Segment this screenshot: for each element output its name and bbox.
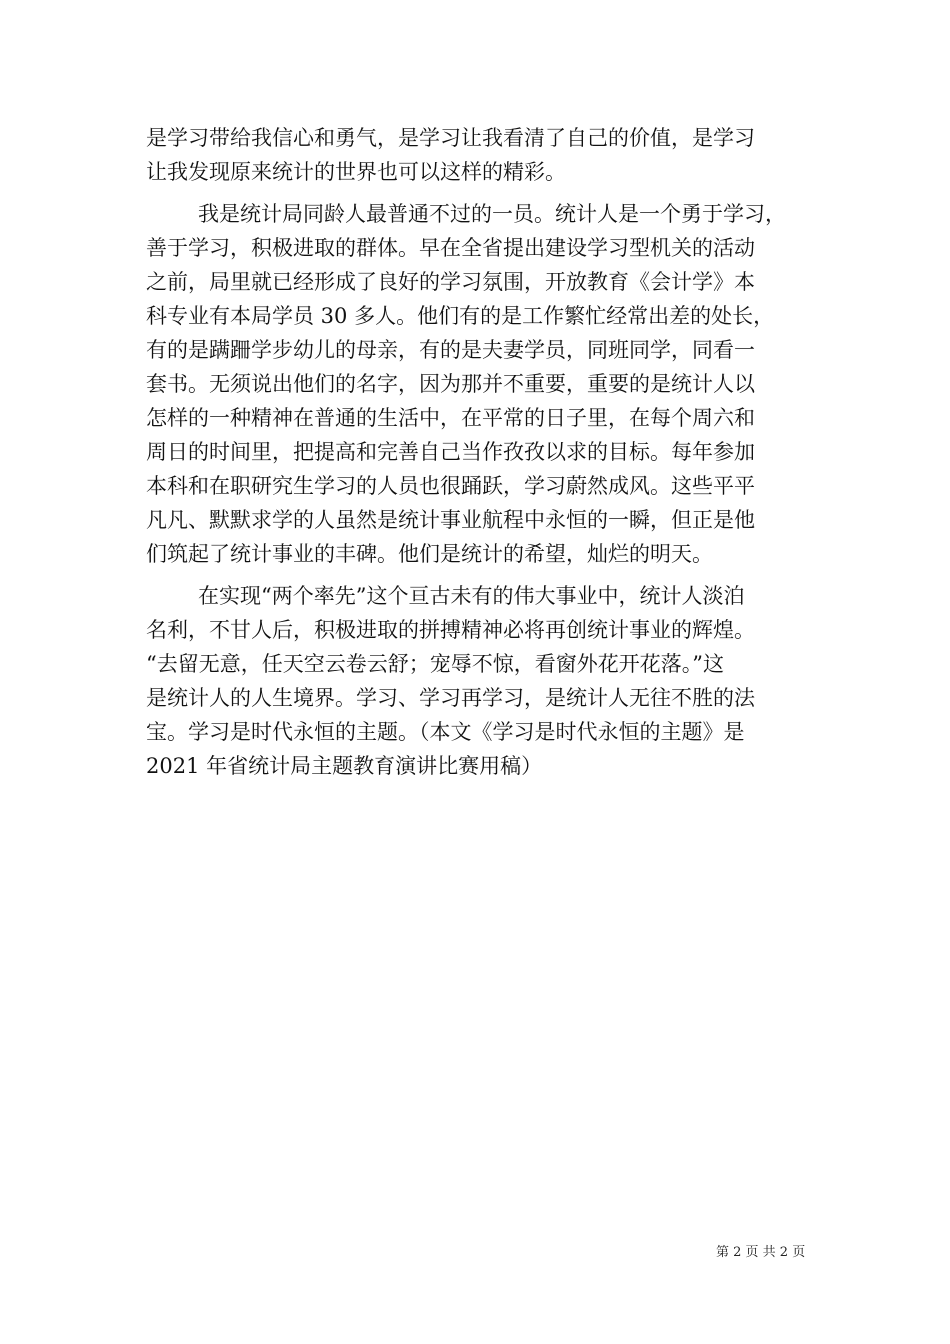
text-line: 怎样的一种精神在普通的生活中，在平常的日子里，在每个周六和 xyxy=(146,406,755,430)
text-line: 让我发现原来统计的世界也可以这样的精彩。 xyxy=(146,160,566,184)
text-line: 之前，局里就已经形成了良好的学习氛围，开放教育《会计学》本 xyxy=(146,270,755,294)
text-line: 善于学习，积极进取的群体。早在全省提出建设学习型机关的活动 xyxy=(146,236,755,260)
paragraph-gap xyxy=(146,189,806,197)
text-line: 本科和在职研究生学习的人员也很踊跃，学习蔚然成风。这些平平 xyxy=(146,474,755,498)
text-line: 2021 年省统计局主题教育演讲比赛用稿） xyxy=(146,754,543,778)
text-line: 套书。无须说出他们的名字，因为那并不重要，重要的是统计人以 xyxy=(146,372,755,396)
text-line: 科专业有本局学员 30 多人。他们有的是工作繁忙经常出差的处长， xyxy=(146,304,775,328)
text-line: 我是统计局同龄人最普通不过的一员。统计人是一个勇于学习， xyxy=(198,202,786,226)
text-line: 凡凡、默默求学的人虽然是统计事业航程中永恒的一瞬，但正是他 xyxy=(146,508,755,532)
text-line: “去留无意，任天空云卷云舒；宠辱不惊，看窗外花开花落。”这 xyxy=(146,652,724,676)
text-line: 是统计人的人生境界。学习、学习再学习，是统计人无往不胜的法 xyxy=(146,686,755,710)
paragraph-gap xyxy=(146,571,806,579)
text-line: 是学习带给我信心和勇气，是学习让我看清了自己的价值，是学习 xyxy=(146,126,755,150)
text-line: 们筑起了统计事业的丰碑。他们是统计的希望，灿烂的明天。 xyxy=(146,542,713,566)
text-line: 在实现“两个率先”这个亘古未有的伟大事业中，统计人淡泊 xyxy=(198,584,745,608)
paragraph-2 xyxy=(146,197,806,571)
paragraph-1 xyxy=(146,121,806,189)
text-line: 宝。学习是时代永恒的主题。（本文《学习是时代永恒的主题》是 xyxy=(146,720,745,744)
text-line: 周日的时间里，把提高和完善自己当作孜孜以求的目标。每年参加 xyxy=(146,440,755,464)
document-body xyxy=(146,121,806,783)
text-line: 名利，不甘人后，积极进取的拼搏精神必将再创统计事业的辉煌。 xyxy=(146,618,755,642)
paragraph-3 xyxy=(146,579,806,783)
page-number-footer: 第 2 页 共 2 页 xyxy=(716,1245,806,1260)
text-line: 有的是蹒跚学步幼儿的母亲，有的是夫妻学员，同班同学，同看一 xyxy=(146,338,755,362)
